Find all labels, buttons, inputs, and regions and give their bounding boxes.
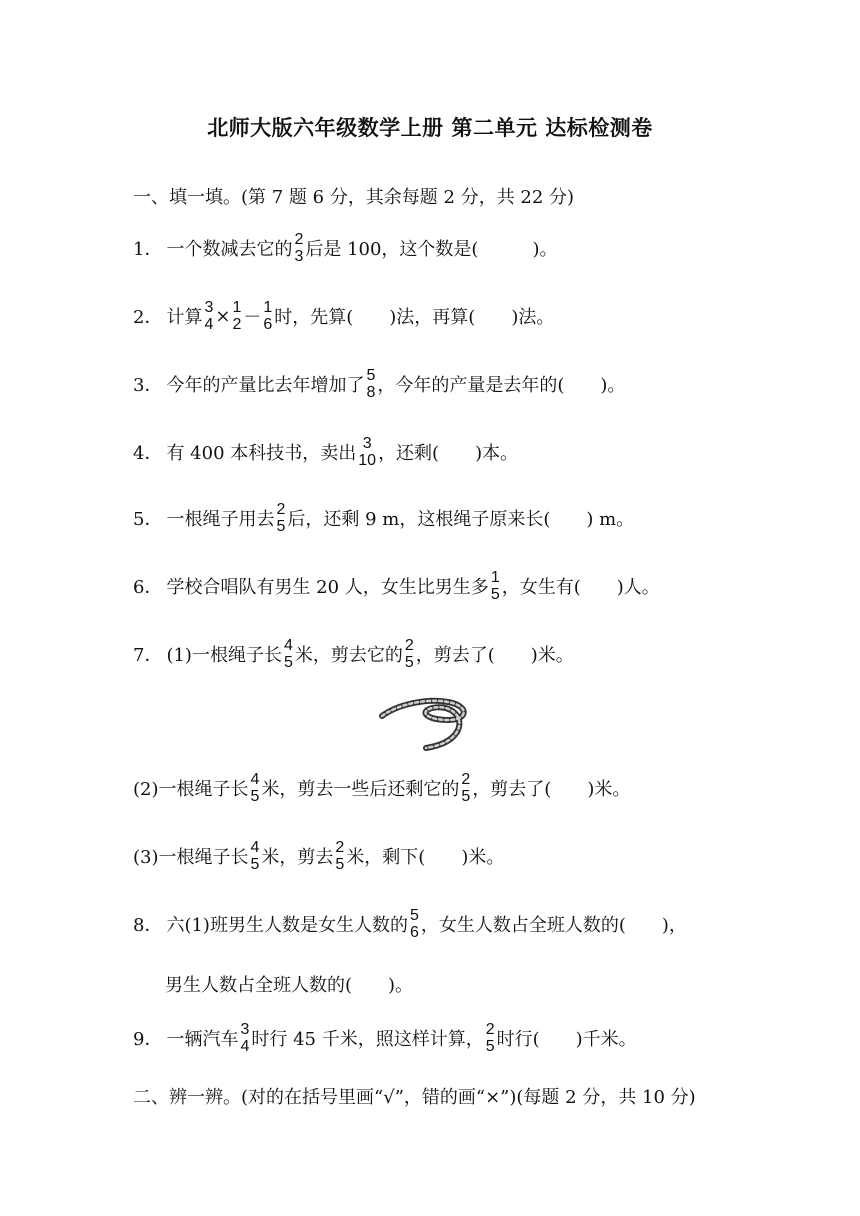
- question-number: 1．: [133, 239, 163, 260]
- numerator: 2: [485, 1021, 495, 1038]
- numerator: 5: [366, 367, 376, 384]
- denominator: 5: [461, 788, 471, 805]
- fraction: [275, 501, 286, 535]
- question-text: 米，剩下( )米。: [346, 847, 505, 868]
- denominator: 6: [409, 924, 419, 941]
- numerator: 1: [263, 299, 273, 316]
- fraction: [357, 435, 377, 469]
- question-number: 6．: [133, 577, 163, 598]
- question-text: 今年的产量比去年增加了: [166, 375, 365, 396]
- question-number: 9．: [133, 1029, 163, 1050]
- question-text: ，还剩( )本。: [378, 443, 519, 464]
- denominator: 8: [366, 384, 376, 401]
- question-text: 一根绳子用去: [166, 509, 275, 530]
- question-text: 男生人数占全班人数的( )。: [165, 975, 414, 996]
- fraction: [250, 839, 261, 873]
- question-number: 5．: [133, 509, 163, 530]
- question-2: [133, 296, 554, 336]
- question-1: [133, 228, 557, 268]
- denominator: 5: [404, 654, 414, 671]
- fraction: [262, 299, 273, 333]
- question-text: (3)一根绳子长: [133, 847, 249, 868]
- denominator: 3: [294, 248, 304, 265]
- question-text: 一辆汽车: [166, 1029, 239, 1050]
- question-5: [133, 498, 634, 538]
- numerator: 2: [461, 771, 471, 788]
- fraction: [409, 907, 420, 941]
- question-text: 计算: [166, 307, 203, 328]
- numerator: 4: [250, 839, 260, 856]
- operator: ×: [215, 305, 231, 327]
- question-text: 米，剪去它的: [294, 645, 403, 666]
- page-title: 北师大版六年级数学上册 第二单元 达标检测卷: [207, 116, 653, 140]
- fraction: [404, 637, 415, 671]
- question-text: 时，先算( )法，再算( )法。: [274, 307, 555, 328]
- numerator: 2: [335, 839, 345, 856]
- question-text: 后，还剩 9 m，这根绳子原来长( ) m。: [287, 509, 635, 530]
- question-number: 7．: [133, 645, 163, 666]
- fraction: [293, 231, 304, 265]
- fraction: [231, 299, 242, 333]
- question-text: 时行( )千米。: [496, 1029, 637, 1050]
- denominator: 5: [485, 1038, 495, 1055]
- numerator: 1: [490, 569, 500, 586]
- section-1-heading: 一、填一填。(第 7 题 6 分，其余每题 2 分，共 22 分): [133, 187, 575, 208]
- question-text: 后是 100，这个数是( )。: [305, 239, 558, 260]
- numerator: 2: [276, 501, 286, 518]
- numerator: 4: [283, 637, 293, 654]
- numerator: 2: [404, 637, 414, 654]
- question-8-continued: [165, 964, 413, 1004]
- question-7-part-3: [133, 836, 504, 876]
- fraction: [490, 569, 501, 603]
- question-number: 8．: [133, 915, 163, 936]
- denominator: 5: [276, 518, 286, 535]
- fraction: [250, 771, 261, 805]
- question-number: 2．: [133, 307, 163, 328]
- question-text: 一个数减去它的: [166, 239, 293, 260]
- question-text: ，剪去了( )米。: [415, 645, 574, 666]
- question-number: 3．: [133, 375, 163, 396]
- question-text: 米，剪去一些后还剩它的: [261, 779, 460, 800]
- denominator: 4: [204, 316, 214, 333]
- question-text: 时行 45 千米，照这样计算，: [251, 1029, 484, 1050]
- question-text: 六(1)班男生人数是女生人数的: [166, 915, 408, 936]
- fraction: [334, 839, 345, 873]
- denominator: 5: [250, 788, 260, 805]
- section-2-heading: 二、辨一辨。(对的在括号里画“√”，错的画“×”)(每题 2 分，共 10 分): [133, 1087, 696, 1108]
- question-text: (1)一根绳子长: [166, 645, 282, 666]
- numerator: 1: [232, 299, 242, 316]
- denominator: 2: [232, 316, 242, 333]
- question-text: (2)一根绳子长: [133, 779, 249, 800]
- numerator: 3: [362, 435, 372, 452]
- question-9: [133, 1018, 637, 1058]
- fraction: [239, 1021, 250, 1055]
- fraction: [283, 637, 294, 671]
- denominator: 5: [283, 654, 293, 671]
- fraction: [365, 367, 376, 401]
- question-text: ，女生人数占全班人数的( )，: [420, 915, 687, 936]
- question-4: [133, 432, 518, 472]
- question-text: 米，剪去: [261, 847, 334, 868]
- numerator: 3: [240, 1021, 250, 1038]
- fraction: [203, 299, 214, 333]
- denominator: 10: [358, 452, 377, 469]
- numerator: 5: [409, 907, 419, 924]
- fraction: [485, 1021, 496, 1055]
- question-text: 学校合唱队有男生 20 人，女生比男生多: [166, 577, 489, 598]
- numerator: 4: [250, 771, 260, 788]
- question-text: ，今年的产量是去年的( )。: [377, 375, 626, 396]
- rope-illustration: [378, 690, 478, 754]
- question-text: ，女生有( )人。: [501, 577, 660, 598]
- denominator: 6: [263, 316, 273, 333]
- question-text: ，剪去了( )米。: [472, 779, 631, 800]
- denominator: 5: [335, 856, 345, 873]
- denominator: 5: [250, 856, 260, 873]
- question-8: [133, 904, 687, 944]
- question-7-part-2: [133, 768, 630, 808]
- question-6: [133, 566, 660, 606]
- question-number: 4．: [133, 443, 163, 464]
- numerator: 3: [204, 299, 214, 316]
- operator: －: [243, 307, 262, 328]
- denominator: 4: [240, 1038, 250, 1055]
- denominator: 5: [490, 586, 500, 603]
- question-7-part-1: [133, 634, 574, 674]
- question-text: 有 400 本科技书，卖出: [166, 443, 357, 464]
- fraction: [460, 771, 471, 805]
- numerator: 2: [294, 231, 304, 248]
- question-3: [133, 364, 625, 404]
